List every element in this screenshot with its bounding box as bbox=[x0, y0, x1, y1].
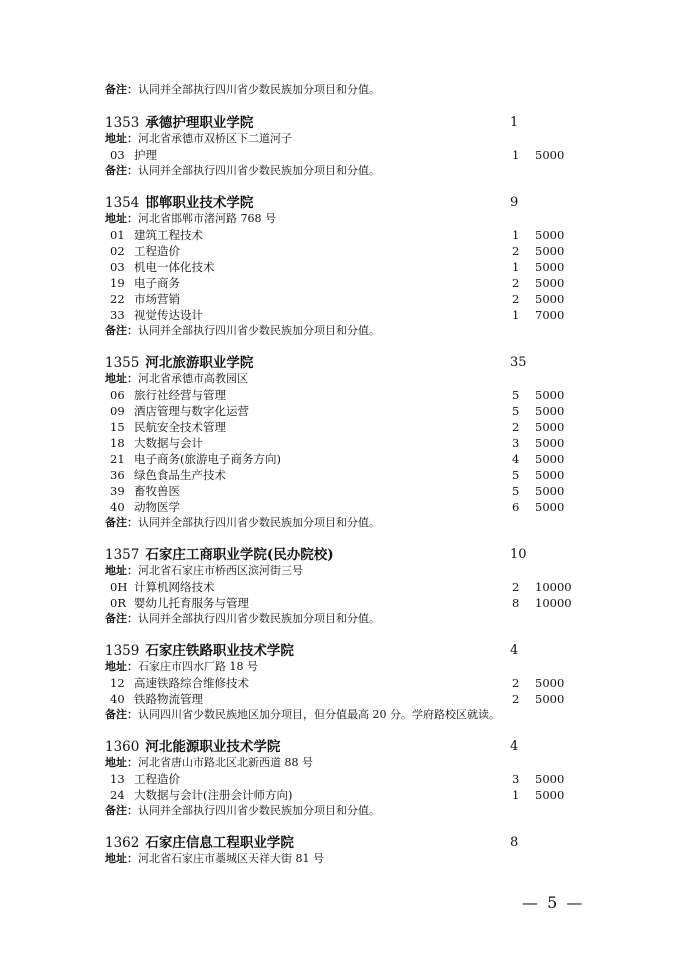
school-address: 地址：河北省唐山市路北区北新西道 88 号 bbox=[105, 756, 313, 769]
school-name: 石家庄信息工程职业学院 bbox=[145, 835, 294, 851]
major-fee: 10000 bbox=[535, 596, 572, 610]
school-name: 承德护理职业学院 bbox=[145, 115, 254, 131]
school-address: 地址：河北省承德市双桥区下二道河子 bbox=[105, 132, 292, 145]
major-num: 1 bbox=[512, 788, 520, 802]
major-num: 5 bbox=[512, 484, 520, 498]
major-num: 2 bbox=[512, 692, 520, 706]
remark-line: 备注：认同并全部执行四川省少数民族加分项目和分值。 bbox=[105, 324, 380, 337]
school-title bbox=[105, 355, 253, 371]
school-name: 石家庄铁路职业技术学院 bbox=[145, 643, 294, 659]
major-num: 1 bbox=[512, 260, 520, 274]
major-num: 1 bbox=[512, 228, 520, 242]
school-plan-count: 8 bbox=[510, 835, 519, 850]
school-plan-count: 4 bbox=[510, 643, 519, 658]
major-fee: 5000 bbox=[535, 436, 565, 450]
remark-line bbox=[105, 82, 380, 98]
school-plan-count: 9 bbox=[510, 195, 519, 210]
major-row: 01 建筑工程技术 bbox=[110, 228, 203, 242]
school-address: 地址：石家庄市四水厂路 18 号 bbox=[105, 660, 258, 673]
major-row: 36 绿色食品生产技术 bbox=[110, 468, 226, 482]
major-fee: 5000 bbox=[535, 148, 565, 162]
school-code: 1360 bbox=[105, 739, 140, 755]
school-code: 1354 bbox=[105, 195, 140, 211]
remark-line: 备注：认同并全部执行四川省少数民族加分项目和分值。 bbox=[105, 804, 380, 817]
major-num: 1 bbox=[512, 148, 520, 162]
major-fee: 5000 bbox=[535, 772, 565, 786]
major-row: 13 工程造价 bbox=[110, 772, 180, 786]
school-plan-count: 4 bbox=[510, 739, 519, 754]
major-fee: 5000 bbox=[535, 484, 565, 498]
remark-label: 备注： bbox=[105, 83, 138, 96]
school-title bbox=[105, 195, 253, 211]
major-num: 3 bbox=[512, 772, 520, 786]
major-row: 19 电子商务 bbox=[110, 276, 180, 290]
school-address: 地址：河北省石家庄市藁城区天祥大街 81 号 bbox=[105, 852, 324, 865]
school-address: 地址：河北省石家庄市桥西区滨河街三号 bbox=[105, 564, 303, 577]
major-fee: 5000 bbox=[535, 788, 565, 802]
school-address: 地址：河北省承德市高教园区 bbox=[105, 372, 248, 385]
major-num: 2 bbox=[512, 676, 520, 690]
major-num: 2 bbox=[512, 276, 520, 290]
major-row: 03 机电一体化技术 bbox=[110, 260, 215, 274]
major-num: 2 bbox=[512, 244, 520, 258]
major-num: 2 bbox=[512, 580, 520, 594]
major-fee: 7000 bbox=[535, 308, 565, 322]
major-num: 1 bbox=[512, 308, 520, 322]
major-num: 3 bbox=[512, 436, 520, 450]
major-row: 40 动物医学 bbox=[110, 500, 180, 514]
major-num: 4 bbox=[512, 452, 520, 466]
major-row: 22 市场营销 bbox=[110, 292, 180, 306]
major-fee: 5000 bbox=[535, 404, 565, 418]
major-num: 5 bbox=[512, 468, 520, 482]
major-fee: 5000 bbox=[535, 260, 565, 274]
major-row: 12 高速铁路综合维修技术 bbox=[110, 676, 249, 690]
major-row: 02 工程造价 bbox=[110, 244, 180, 258]
major-fee: 5000 bbox=[535, 244, 565, 258]
school-title bbox=[105, 643, 294, 659]
school-plan-count: 10 bbox=[510, 547, 527, 562]
major-num: 6 bbox=[512, 500, 520, 514]
school-code: 1353 bbox=[105, 115, 140, 131]
school-code: 1355 bbox=[105, 355, 140, 371]
major-row: 33 视觉传达设计 bbox=[110, 308, 203, 322]
school-title bbox=[105, 739, 280, 755]
major-row: 39 畜牧兽医 bbox=[110, 484, 180, 498]
major-row: 09 酒店管理与数字化运营 bbox=[110, 404, 249, 418]
major-row: 21 电子商务(旅游电子商务方向) bbox=[110, 452, 281, 466]
major-num: 2 bbox=[512, 292, 520, 306]
major-row: 24 大数据与会计(注册会计师方向) bbox=[110, 788, 293, 802]
school-title bbox=[105, 547, 334, 563]
major-row: 40 铁路物流管理 bbox=[110, 692, 203, 706]
remark-text: 认同并全部执行四川省少数民族加分项目和分值。 bbox=[138, 83, 380, 96]
school-code: 1359 bbox=[105, 643, 140, 659]
page-number: — 5 — bbox=[522, 893, 585, 912]
major-row: 0R 婴幼儿托育服务与管理 bbox=[110, 596, 249, 610]
remark-line: 备注：认同并全部执行四川省少数民族加分项目和分值。 bbox=[105, 164, 380, 177]
school-code: 1362 bbox=[105, 835, 140, 851]
major-fee: 5000 bbox=[535, 468, 565, 482]
school-plan-count: 1 bbox=[510, 115, 519, 130]
remark-line: 备注：认同并全部执行四川省少数民族加分项目和分值。 bbox=[105, 612, 380, 625]
major-row: 15 民航安全技术管理 bbox=[110, 420, 226, 434]
school-name: 邯郸职业技术学院 bbox=[145, 195, 254, 211]
major-fee: 5000 bbox=[535, 500, 565, 514]
remark-line: 备注：认同四川省少数民族地区加分项目，但分值最高 20 分。学府路校区就读。 bbox=[105, 708, 500, 721]
school-title bbox=[105, 115, 253, 131]
major-num: 5 bbox=[512, 388, 520, 402]
school-name: 河北能源职业技术学院 bbox=[145, 739, 281, 755]
school-title bbox=[105, 835, 294, 851]
major-fee: 5000 bbox=[535, 420, 565, 434]
remark-line: 备注：认同并全部执行四川省少数民族加分项目和分值。 bbox=[105, 516, 380, 529]
major-fee: 5000 bbox=[535, 388, 565, 402]
major-fee: 10000 bbox=[535, 580, 572, 594]
major-row: 18 大数据与会计 bbox=[110, 436, 203, 450]
school-name: 石家庄工商职业学院(民办院校) bbox=[145, 547, 334, 563]
major-fee: 5000 bbox=[535, 292, 565, 306]
major-num: 8 bbox=[512, 596, 520, 610]
major-fee: 5000 bbox=[535, 452, 565, 466]
school-code: 1357 bbox=[105, 547, 140, 563]
major-row: 03 护理 bbox=[110, 148, 157, 162]
school-address: 地址：河北省邯郸市渚河路 768 号 bbox=[105, 212, 276, 225]
major-fee: 5000 bbox=[535, 676, 565, 690]
major-row: 0H 计算机网络技术 bbox=[110, 580, 215, 594]
school-plan-count: 35 bbox=[510, 355, 527, 370]
major-fee: 5000 bbox=[535, 276, 565, 290]
school-name: 河北旅游职业学院 bbox=[145, 355, 254, 371]
major-row: 06 旅行社经营与管理 bbox=[110, 388, 226, 402]
major-num: 2 bbox=[512, 420, 520, 434]
major-fee: 5000 bbox=[535, 692, 565, 706]
major-num: 5 bbox=[512, 404, 520, 418]
major-fee: 5000 bbox=[535, 228, 565, 242]
